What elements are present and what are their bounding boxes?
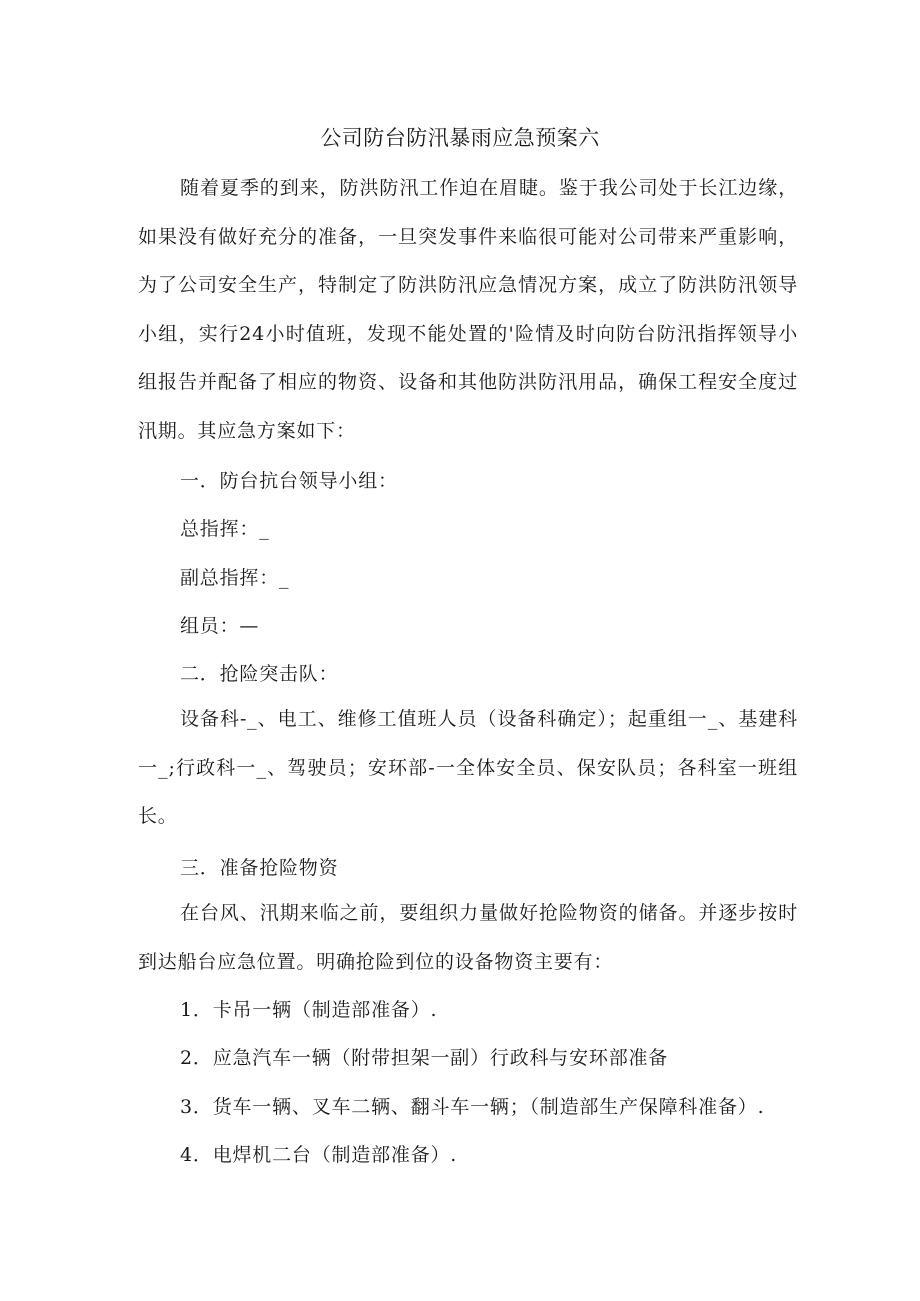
list-item: 1．卡吊一辆（制造部准备）.: [180, 999, 438, 1021]
intro-paragraph: 随着夏季的到来，防洪防汛工作迫在眉睫。鉴于我公司处于长江边缘，如果没有做好充分的准备，一旦突发事件来临很可能对公司带来严重影响，为了公司安全生产，特制定了防洪防汛应急情况方案，成立了防洪防汛领导小组，实行24小时值班，发现不能处置的'险情及时向防台防汛指挥领导小组报告并配备了相应的物资、设备和其他防洪防汛用品，确保工程安全度过汛期。其应急方案如下：: [138, 177, 798, 442]
rescue-team-paragraph: 设备科-_、电工、维修工值班人员（设备科确定）；起重组一_、基建科一_;行政科一_、驾驶员；安环部-一全体安全员、保安队员；各科室一班组长。: [138, 708, 798, 827]
section3-heading: 三．准备抢险物资: [180, 857, 339, 879]
section2-heading: 二．抢险突击队：: [180, 663, 339, 685]
section1-heading: 一．防台抗台领导小组：: [180, 470, 398, 492]
document-title: 公司防台防汛暴雨应急预案六: [320, 126, 600, 150]
list-item: 3．货车一辆、叉车二辆、翻斗车一辆；（制造部生产保障科准备）.: [180, 1096, 765, 1118]
list-item: 4．电焊机二台（制造部准备）.: [180, 1144, 458, 1166]
commander-line: 总指挥：_: [180, 518, 270, 540]
list-item: 2．应急汽车一辆（附带担架一副）行政科与安环部准备: [180, 1047, 669, 1069]
members-line: 组员：—: [180, 615, 260, 637]
deputy-commander-line: 副总指挥：_: [180, 567, 290, 589]
materials-paragraph: 在台风、汛期来临之前，要组织力量做好抢险物资的储备。并逐步按时到达船台应急位置。明确抢险到位的设备物资主要有：: [138, 902, 798, 973]
